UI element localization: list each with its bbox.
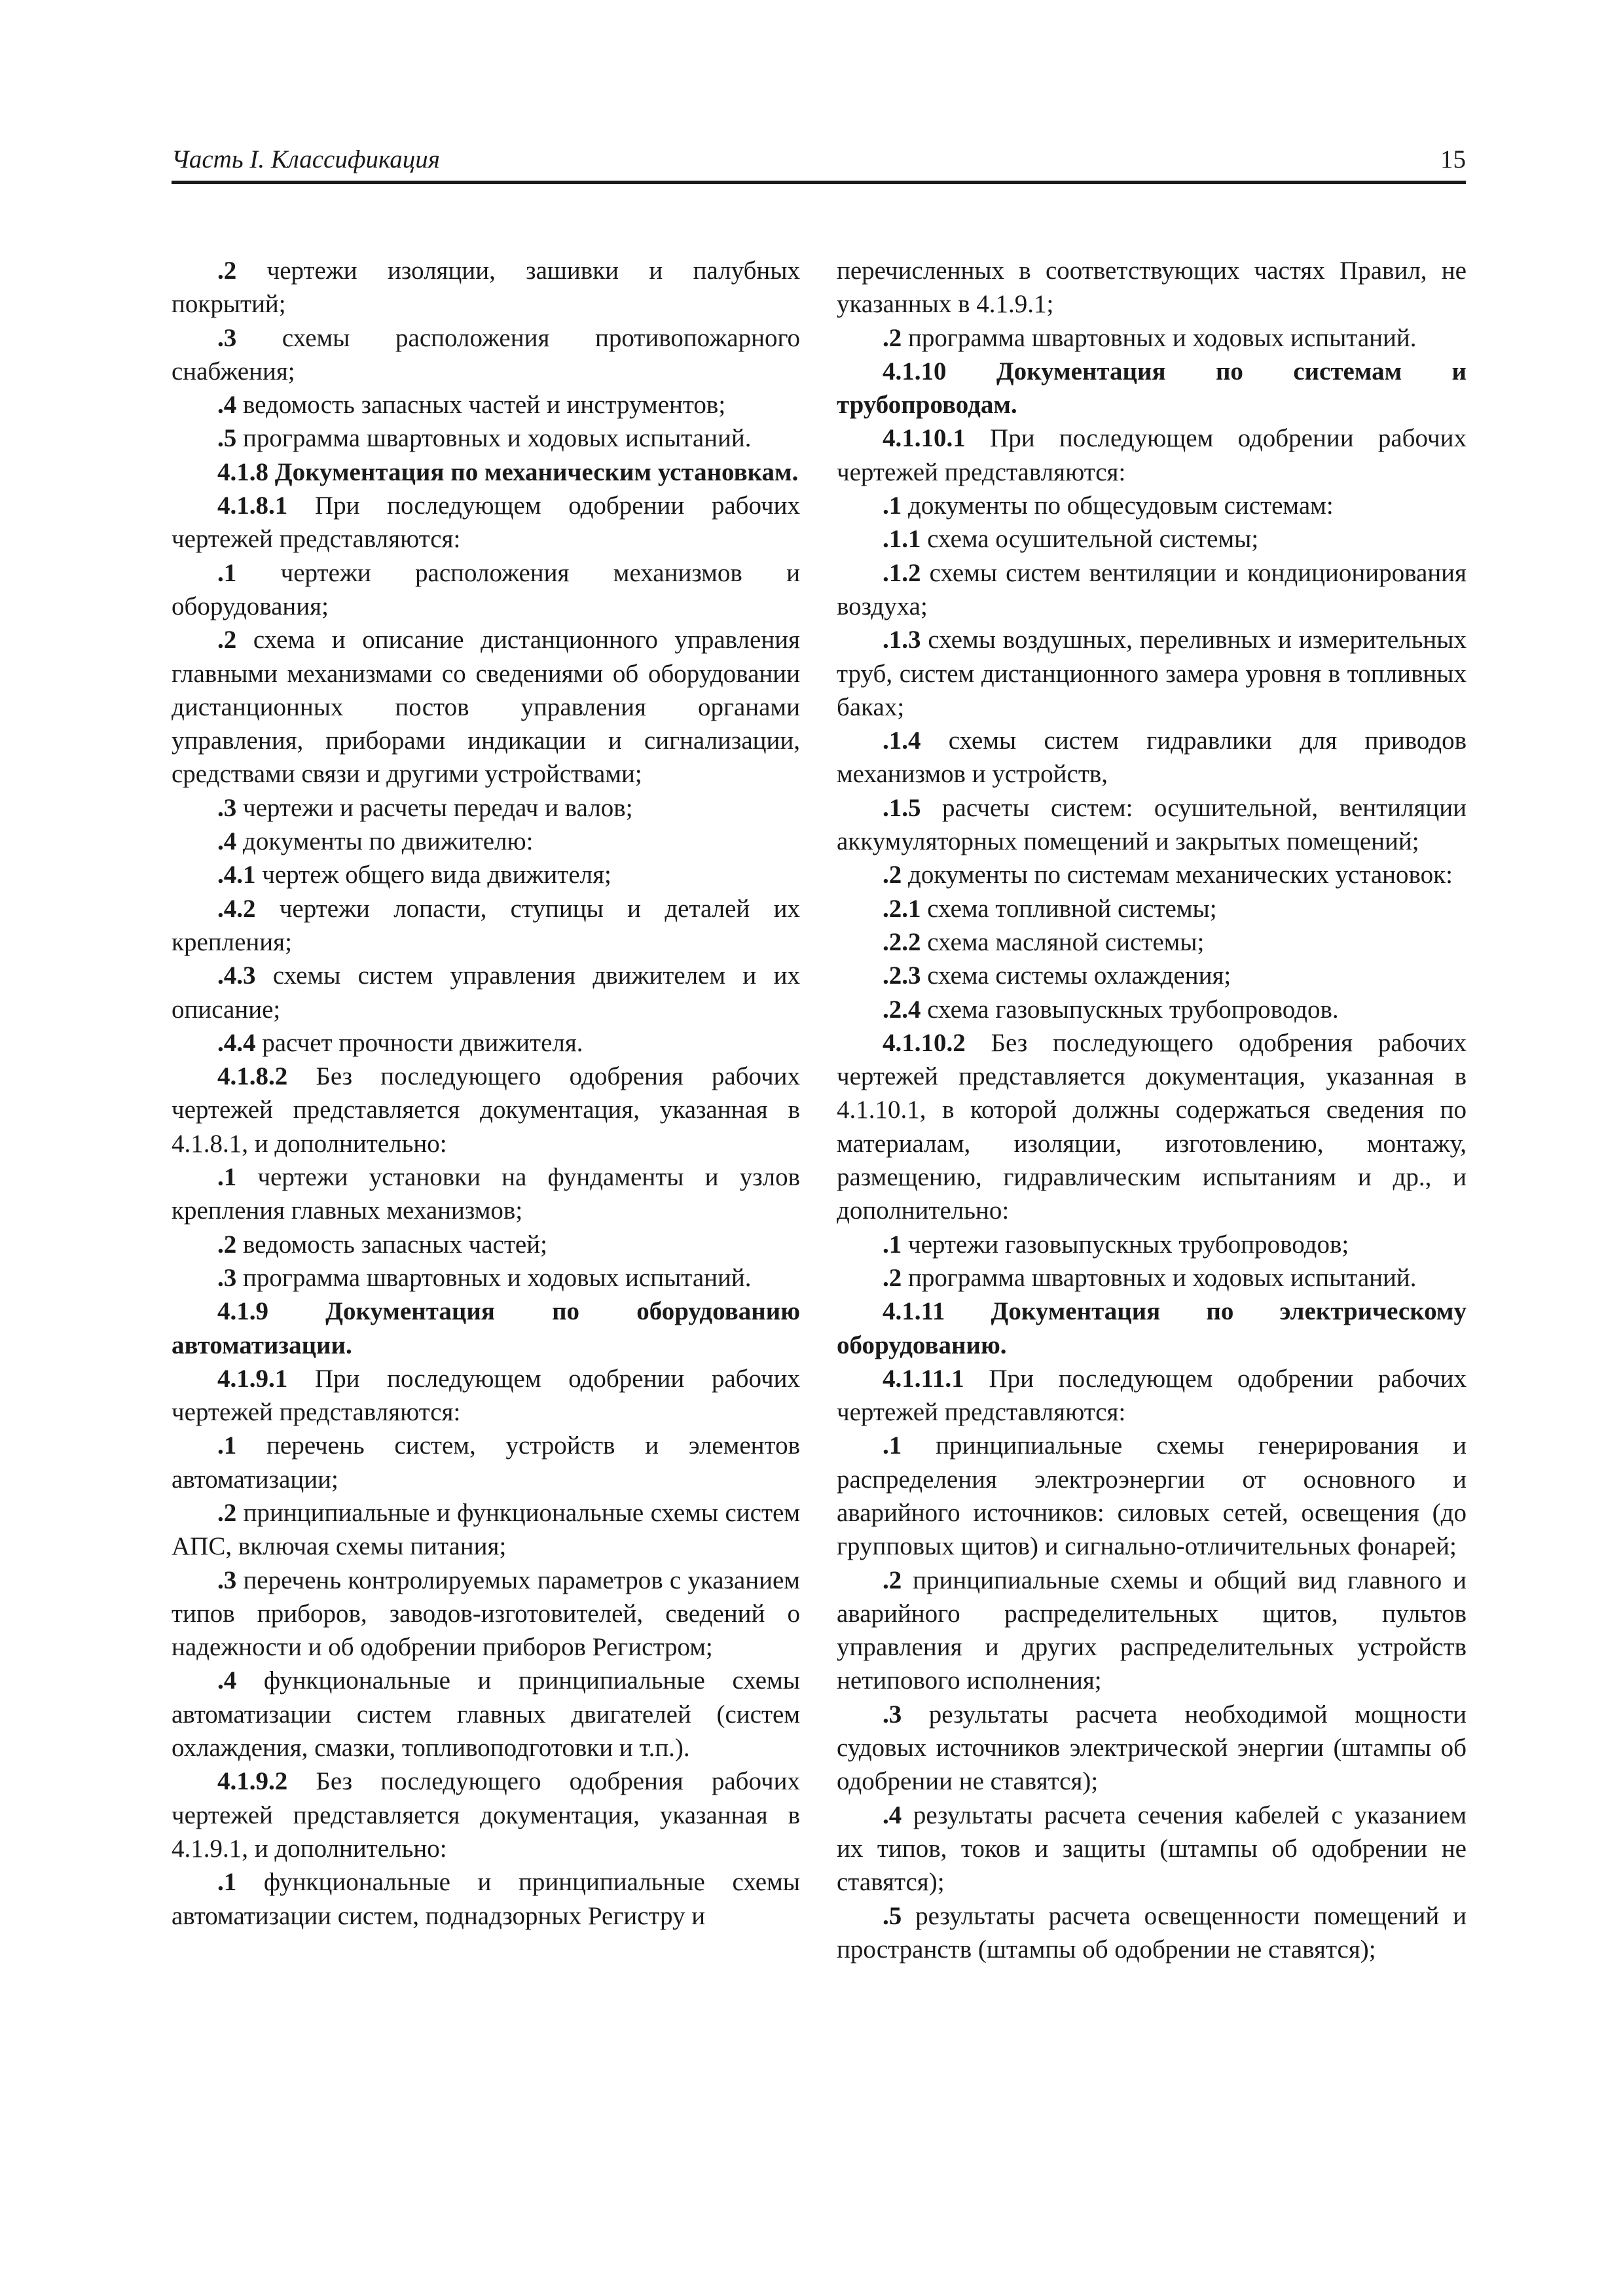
paragraph — [172, 825, 800, 858]
paragraph-text: функциональные и принципиальные схемы автоматизации систем, поднадзорных Регистру и — [172, 1868, 800, 1930]
clause-number: 4.1.8.1 — [217, 492, 288, 520]
paragraph-text: схема и описание дистанционного управления главными механизмами со сведениями об оборудовании дистанционных постов управления органами управления, приборами индикации и сигнализации, средствами связи и другими устройствами; — [172, 626, 800, 789]
clause-number: .2.3 — [883, 961, 921, 990]
paragraph — [837, 858, 1467, 891]
clause-number: .4 — [883, 1801, 902, 1829]
paragraph-text: функциональные и принципиальные схемы автоматизации систем главных двигателей (систем охлаждения, смазки, топливоподготовки и т.п.). — [172, 1666, 800, 1763]
paragraph — [837, 925, 1467, 959]
paragraph-text: результаты расчета освещенности помещений и пространств (штампы об одобрении не ставятся); — [837, 1901, 1467, 1964]
clause-number: .1 — [883, 492, 902, 520]
paragraph — [837, 1362, 1467, 1429]
paragraph-text: результаты расчета сечения кабелей с указанием их типов, токов и защиты (штампы об одобрении не ставятся); — [837, 1801, 1467, 1897]
clause-number: .1 — [217, 1868, 237, 1897]
paragraph-text: Без последующего одобрения рабочих чертежей представляется документация, указанная в 4.1.10.1, в которой должны содержаться сведения по материалам, изоляции, изготовлению, монтажу, размещению, гидравлическим испытаниям и др., и дополнительно: — [837, 1028, 1467, 1225]
paragraph — [837, 724, 1467, 791]
clause-number: 4.1.10.2 — [883, 1028, 966, 1057]
paragraph — [172, 858, 800, 891]
clause-number: .2 — [217, 1498, 237, 1527]
paragraph — [837, 1261, 1467, 1295]
paragraph — [172, 1362, 800, 1429]
clause-number: 4.1.11.1 — [883, 1364, 964, 1393]
paragraph-text: программа швартовных и ходовых испытаний. — [902, 323, 1417, 352]
paragraph — [837, 1698, 1467, 1799]
clause-number: .5 — [217, 424, 237, 453]
paragraph-text: документы по движителю: — [236, 827, 534, 856]
clause-number: .2 — [217, 1230, 237, 1259]
paragraph — [837, 993, 1467, 1026]
paragraph — [172, 959, 800, 1026]
paragraph-text: При последующем одобрении рабочих чертежей представляются: — [172, 1364, 800, 1427]
clause-number: .3 — [217, 1263, 237, 1292]
clause-number: 4.1.10 — [883, 357, 947, 386]
page-number: 15 — [1440, 145, 1466, 173]
clause-number: 4.1.9.2 — [217, 1767, 288, 1796]
right-column — [837, 254, 1467, 1966]
paragraph — [837, 522, 1467, 556]
paragraph — [837, 959, 1467, 992]
paragraph — [837, 1899, 1467, 1967]
paragraph-text: программа швартовных и ходовых испытаний. — [236, 424, 752, 453]
paragraph-text: схемы воздушных, переливных и измерительных труб, систем дистанционного замера уровня в топливных баках; — [837, 626, 1467, 721]
paragraph — [172, 892, 800, 960]
paragraph — [837, 1429, 1467, 1563]
paragraph — [837, 321, 1467, 355]
clause-number: .2.2 — [883, 927, 921, 956]
paragraph — [837, 1564, 1467, 1698]
clause-number: 4.1.8 — [217, 457, 268, 486]
clause-number: .1.3 — [883, 626, 921, 655]
paragraph-text: схема топливной системы; — [921, 894, 1217, 923]
paragraph — [172, 1060, 800, 1160]
clause-number: .1.1 — [883, 525, 921, 554]
clause-number: .1 — [883, 1431, 902, 1460]
clause-number: .1.2 — [883, 558, 921, 587]
section-heading — [172, 456, 800, 489]
paragraph-text: схема системы охлаждения; — [921, 961, 1231, 990]
paragraph — [172, 1429, 800, 1496]
clause-number: 4.1.9 — [217, 1297, 268, 1326]
paragraph — [172, 556, 800, 624]
paragraph — [837, 1228, 1467, 1261]
paragraph-text: расчеты систем: осушительной, вентиляции аккумуляторных помещений и закрытых помещений; — [837, 793, 1467, 856]
paragraph — [837, 254, 1467, 321]
clause-number: 4.1.8.2 — [217, 1062, 288, 1091]
clause-number: .5 — [883, 1901, 902, 1930]
clause-number: .4 — [217, 391, 237, 420]
paragraph — [172, 489, 800, 556]
paragraph-text: схемы систем управления движителем и их описание; — [172, 961, 800, 1024]
clause-number: .2 — [883, 1566, 902, 1594]
paragraph — [172, 1261, 800, 1295]
paragraph-text: схемы систем гидравлики для приводов механизмов и устройств, — [837, 726, 1467, 789]
paragraph-text: чертежи газовыпускных трубопроводов; — [902, 1230, 1349, 1259]
paragraph-text: принципиальные схемы генерирования и распределения электроэнергии от основного и аварийного источников: силовых сетей, освещения (до групповых щитов) и сигнально-отличительных фонарей; — [837, 1431, 1467, 1561]
clause-number: .2 — [883, 861, 902, 889]
paragraph-text: Без последующего одобрения рабочих чертежей представляется документация, указанная в 4.1.9.1, и дополнительно: — [172, 1767, 800, 1863]
clause-number: .4 — [217, 1666, 237, 1695]
paragraph-text: чертежи лопасти, ступицы и деталей их крепления; — [172, 894, 800, 956]
clause-number: .4 — [217, 827, 237, 856]
paragraph-text: программа швартовных и ходовых испытаний. — [902, 1263, 1417, 1292]
clause-number: .3 — [883, 1700, 902, 1729]
paragraph — [837, 422, 1467, 489]
paragraph — [172, 1664, 800, 1765]
paragraph-text: схема масляной системы; — [921, 927, 1205, 956]
paragraph-text: схемы систем вентиляции и кондиционирования воздуха; — [837, 558, 1467, 620]
paragraph — [837, 791, 1467, 859]
page-header — [172, 137, 1466, 184]
paragraph — [172, 623, 800, 791]
paragraph-text: принципиальные схемы и общий вид главного и аварийного распределительных щитов, пультов управления и других распределительных устройств нетипового исполнения; — [837, 1566, 1467, 1695]
section-heading — [172, 1295, 800, 1362]
paragraph-text: схемы расположения противопожарного снабжения; — [172, 323, 800, 386]
paragraph-text: результаты расчета необходимой мощности судовых источников электрической энергии (штампы об одобрении не ставятся); — [837, 1700, 1467, 1796]
paragraph-text: чертежи изоляции, зашивки и палубных покрытий; — [172, 257, 800, 319]
paragraph-text: схема осушительной системы; — [921, 525, 1259, 554]
paragraph-text: документы по общесудовым системам: — [902, 492, 1334, 520]
clause-number: .4.4 — [217, 1028, 256, 1057]
paragraph-text: расчет прочности движителя. — [255, 1028, 583, 1057]
paragraph-text: принципиальные и функциональные схемы систем АПС, включая схемы питания; — [172, 1498, 800, 1561]
clause-number: 4.1.9.1 — [217, 1364, 288, 1393]
clause-number: 4.1.10.1 — [883, 424, 966, 453]
paragraph-text: перечень контролируемых параметров с указанием типов приборов, заводов-изготовителей, сведений о надежности и об одобрении приборов Регистром; — [172, 1566, 800, 1662]
paragraph-text: перечисленных в соответствующих частях Правил, не указанных в 4.1.9.1; — [837, 257, 1467, 319]
left-column — [172, 254, 800, 1933]
clause-number: .4.2 — [217, 894, 256, 923]
paragraph — [172, 1865, 800, 1933]
paragraph — [837, 623, 1467, 724]
paragraph-text: схема газовыпускных трубопроводов. — [921, 995, 1339, 1024]
section-heading — [837, 1295, 1467, 1362]
paragraph-text: ведомость запасных частей; — [236, 1230, 547, 1259]
clause-number: .1.4 — [883, 726, 921, 755]
paragraph — [172, 1160, 800, 1228]
paragraph — [837, 489, 1467, 522]
paragraph-text: чертежи расположения механизмов и оборудования; — [172, 558, 800, 620]
paragraph-text: документы по системам механических установок: — [902, 861, 1453, 889]
clause-number: .1 — [217, 1431, 237, 1460]
heading-text: Документация по оборудованию автоматизации. — [172, 1297, 800, 1359]
paragraph-text: При последующем одобрении рабочих чертежей представляются: — [837, 424, 1467, 486]
clause-number: 4.1.11 — [883, 1297, 945, 1326]
paragraph — [172, 321, 800, 389]
paragraph-text: перечень систем, устройств и элементов автоматизации; — [172, 1431, 800, 1494]
paragraph — [837, 556, 1467, 624]
heading-text: Документация по электрическому оборудованию. — [837, 1297, 1467, 1359]
paragraph — [837, 1799, 1467, 1899]
heading-text: Документация по системам и трубопроводам. — [837, 357, 1467, 420]
clause-number: .4.3 — [217, 961, 256, 990]
clause-number: .2.1 — [883, 894, 921, 923]
paragraph — [172, 791, 800, 825]
clause-number: .2 — [217, 626, 237, 655]
clause-number: .2 — [883, 1263, 902, 1292]
clause-number: .1 — [217, 1163, 237, 1192]
clause-number: .3 — [217, 323, 237, 352]
paragraph — [172, 1228, 800, 1261]
paragraph — [172, 1765, 800, 1865]
running-title: Часть I. Классификация — [172, 145, 440, 173]
paragraph-text: чертежи и расчеты передач и валов; — [236, 793, 633, 822]
paragraph-text: При последующем одобрении рабочих чертежей представляются: — [172, 492, 800, 554]
clause-number: .3 — [217, 1566, 237, 1594]
clause-number: .1 — [217, 558, 237, 587]
paragraph — [172, 254, 800, 321]
paragraph-text: При последующем одобрении рабочих чертежей представляются: — [837, 1364, 1467, 1427]
paragraph-text: ведомость запасных частей и инструментов; — [236, 391, 726, 420]
paragraph-text: чертежи установки на фундаменты и узлов крепления главных механизмов; — [172, 1163, 800, 1225]
paragraph-text: Без последующего одобрения рабочих чертежей представляется документация, указанная в 4.1.8.1, и дополнительно: — [172, 1062, 800, 1158]
paragraph — [172, 1564, 800, 1664]
section-heading — [837, 355, 1467, 422]
clause-number: .1.5 — [883, 793, 921, 822]
paragraph — [837, 892, 1467, 925]
clause-number: .4.1 — [217, 861, 256, 889]
clause-number: .2 — [217, 257, 237, 285]
paragraph-text: программа швартовных и ходовых испытаний. — [236, 1263, 752, 1292]
paragraph — [172, 1026, 800, 1060]
paragraph — [837, 1026, 1467, 1228]
clause-number: .3 — [217, 793, 237, 822]
clause-number: .1 — [883, 1230, 902, 1259]
heading-text: Документация по механическим установкам. — [268, 457, 799, 486]
paragraph — [172, 388, 800, 422]
paragraph-text: чертеж общего вида движителя; — [255, 861, 611, 889]
paragraph — [172, 1496, 800, 1564]
paragraph — [172, 422, 800, 455]
clause-number: .2.4 — [883, 995, 921, 1024]
clause-number: .2 — [883, 323, 902, 352]
